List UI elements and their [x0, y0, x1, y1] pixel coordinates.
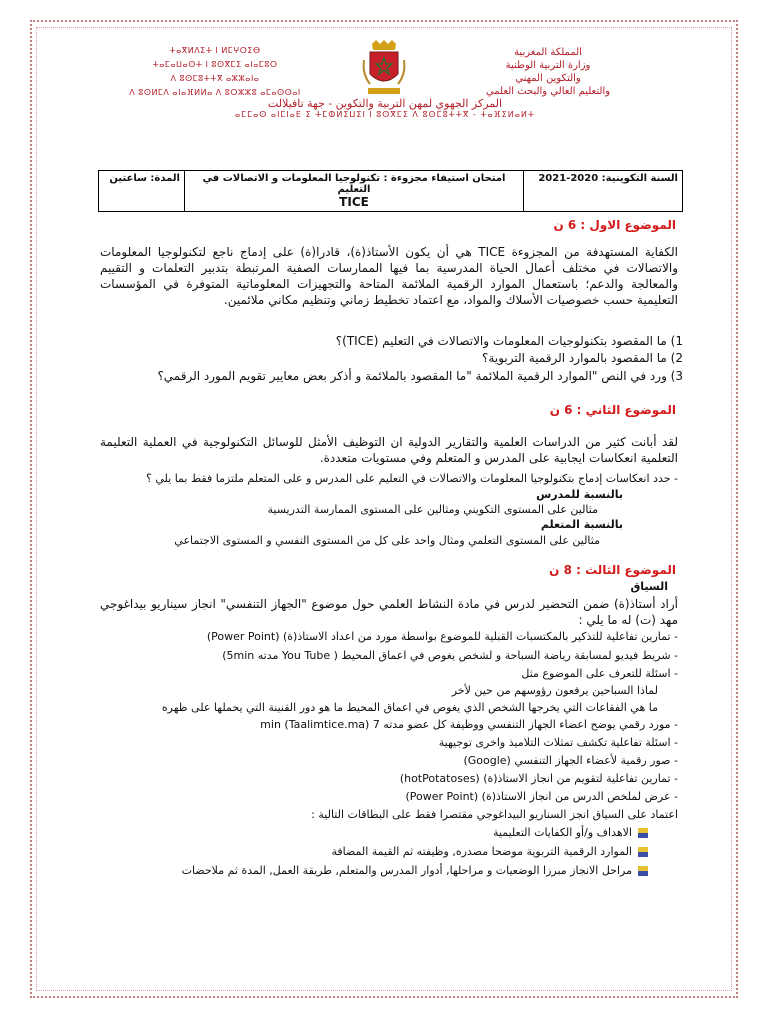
scenario-item: - تمارين تفاعلية للتذكير بالمكتسبات القبلية للموضوع بواسطة مورد من اعداد الاستاذ(ة) (Power Point): [206, 630, 678, 643]
scenario-item: - مورد رقمي يوضح اعضاء الجهاز التنفسي ووظيفة كل عضو مدته 7 min (Taalimtice.ma): [260, 718, 678, 731]
card-item: [493, 826, 648, 839]
card-item: [331, 845, 648, 858]
scenario-subitem: ما هي الفقاعات التي يخرجها الشخص الذي يغوص في اعماق المحيط ما هو دور القنينة التي يحملها على ظهره: [161, 701, 658, 714]
teacher-label: بالنسبة للمدرس: [536, 488, 623, 501]
header-line: ⵜⴰⴳⵍⴷⵉⵜ ⵏ ⵍⵎⵖⵔⵉⴱ: [169, 46, 261, 55]
duration-label: المدة: ساعتين: [109, 173, 180, 184]
exam-info-table: [98, 170, 683, 212]
header-line: ⵜⴰⵎⴰⵡⴰⵙⵜ ⵏ ⵓⵙⴳⵎⵉ ⴰⵏⴰⵎⵓⵔ: [152, 60, 278, 69]
card-item: [182, 864, 648, 877]
center-title-tifinagh: ⴰⵎⵎⴰⵙ ⴰⵏⵎⵏⴰⴹ ⵉ ⵜⵎⵀⵍⵉⵡⵉⵏ ⵏ ⵓⵙⴳⵎⵉ ⴷ ⵓⵙⵎⵓⵜⵜⴳ - ⵜⴰⴼⵉⵍⴰⵍⵜ: [234, 110, 535, 119]
scenario-item: - اسئلة للتعرف على الموضوع مثل: [521, 667, 678, 680]
header-line: ⴷ ⵓⵙⵎⵓⵜⵜⴳ ⴰⵣⵣⴰⵏⴰ: [170, 74, 260, 83]
center-title-arabic: المركز الجهوي لمهن التربية والتكوين - جهة تافيلالت: [267, 97, 503, 110]
scenario-subitem: لماذا السباحين يرفعون رؤوسهم من حين لأخر: [451, 684, 658, 697]
moroccan-emblem-icon: [362, 40, 406, 96]
section-2-paragraph: لقد أبانت كثير من الدراسات العلمية والتقارير الدولية ان التوظيف الأمثل للوسائل التكنولوجية في العملية التعليمة التعلمية انعكاسات ايجابية على المدرس و المتعلم وفي مستويات متعددة.: [100, 435, 678, 465]
header-line: المملكة المغربية: [514, 47, 582, 58]
duration-cell: [99, 171, 185, 212]
scenario-item: - عرض لملخص الدرس من انجاز الاستاذ(ة) (Power Point): [405, 790, 678, 803]
bullet-icon: [638, 828, 648, 838]
year-label: السنة التكوينية: 2020-2021: [538, 173, 678, 184]
header-line: ⴷ ⵓⵙⵍⵎⴷ ⴰⵏⴰⴼⵍⵍⴰ ⴷ ⵓⵔⵣⵣⵓ ⴰⵎⴰⵙⵙⴰⵏ: [129, 88, 301, 97]
learner-label: بالنسبة المتعلم: [540, 518, 623, 531]
year-cell: [524, 171, 683, 212]
scenario-item: - اسئلة تفاعلية تكشف تمثلات التلاميذ واخرى توجيهية: [438, 736, 678, 749]
teacher-text: مثالين على المستوى التكويني ومثالين على المستوى الممارسة التدريسية: [267, 503, 598, 516]
learner-text: مثالين على المستوى التعلمي ومثال واحد على كل من المستوى النفسي و المستوى الاجتماعي: [174, 534, 600, 547]
section-1-paragraph: الكفاية المستهدفة من المجزوءة TICE هي أن يكون الأستاذ(ة)، قادرا(ة) على إدماج ناجع لتكنولوجيا المعلومات والاتصالات في مختلف أعمال الحياة المدرسية بما فيها الممارسات الصفية المرتبطة بتدبير التعلمات و التقييم والمعالجة والدعم؛ باستعمال الموارد الرقمية الملائمة المتاحة والتجهيزات المعلوماتية المتوفرة في المؤسسات التعليمية حسب خصوصيات الأسلاك والمواد، مع اعتماد تخطيط زماني وتنظيم مكاني ملائمين.: [100, 245, 678, 307]
bullet-icon: [638, 847, 648, 857]
section-3-intro: أراد أستاذ(ة) ضمن التحضير لدرس في مادة النشاط العلمي حول موضوع "الجهاز التنفسي" انجاز سيناريو بيداغوجي مهد (ت) له ما يلي :: [100, 597, 678, 627]
question-3: 3) ورد في النص "الموارد الرقمية الملائمة "ما المقصود بالملائمة و أذكر بعض معايير تقويم المورد الرقمي؟: [157, 369, 683, 383]
section-2-task: - حدد انعكاسات إدماج بتكنولوجيا المعلومات والاتصالات في التعليم على المدرس و على المتعلم ملتزما فقط بما يلي ؟: [146, 472, 678, 485]
exam-title-cell: [185, 171, 524, 212]
exam-code: TICE: [339, 195, 369, 209]
card-text: الاهداف و/أو الكفايات التعليمية: [493, 826, 632, 839]
section-3-title: الموضوع الثالث : 8 ن: [549, 563, 676, 577]
scenario-item: - شريط فيديو لمسابقة رياضة السباحة و لشخص يغوص في اعماق المحيط ( You Tube مدته 5min): [222, 649, 678, 662]
section-2-title: الموضوع الثاني : 6 ن: [549, 403, 676, 417]
header-line: والتكوين المهني: [515, 73, 581, 84]
card-text: مراحل الانجاز مبرزا الوضعيات و مراحلها, أدوار المدرس والمتعلم, طريقة العمل, المدة ثم ملاحضات: [181, 864, 632, 877]
exam-title: امتحان استيفاء مجزوءة : تكنولوجيا المعلومات و الاتصالات في التعليم: [202, 173, 506, 195]
question-1: 1) ما المقصود بتكنولوجيات المعلومات والاتصالات في التعليم (TICE)؟: [335, 334, 683, 348]
scenario-item: - تمارين تفاعلية لتقويم من انجاز الاستاذ(ة) (hotPotatoses): [399, 772, 678, 785]
bullet-icon: [638, 866, 648, 876]
section-3-instruction: اعتماد على السياق انجز السناريو البيداغوجي مقتصرا فقط على البطاقات التالية :: [311, 808, 678, 821]
section-1-title: الموضوع الاول : 6 ن: [553, 218, 676, 232]
header-line: والتعليم العالي والبحث العلمي: [485, 86, 611, 97]
question-2: 2) ما المقصود بالموارد الرقمية التربوية؟: [482, 351, 683, 365]
scenario-item: - صور رقمية لأعضاء الجهاز التنفسي (Google): [463, 754, 678, 767]
header-line: وزارة التربية الوطنية: [505, 60, 591, 71]
ministry-header-tifinagh: [115, 44, 315, 100]
card-text: الموارد الرقمية التربوية موضحا مصدره, وظيفته ثم القيمة المضافة: [331, 845, 632, 858]
ministry-header-arabic: [423, 46, 673, 98]
context-label: السياق: [630, 580, 668, 593]
